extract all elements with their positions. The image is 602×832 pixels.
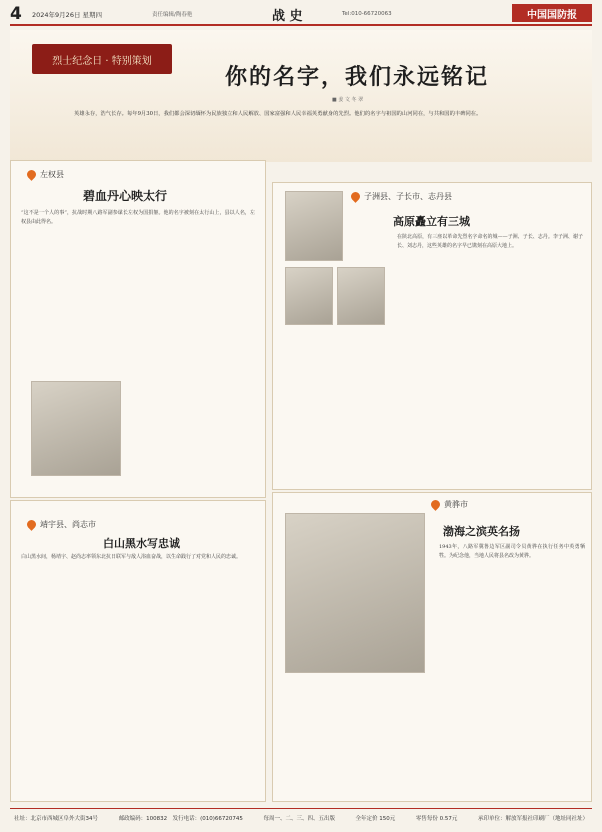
header-tel: Tel:010-66720063 <box>342 11 392 17</box>
intro-text: 英雄永存，浩气长存。每年9月30日，我们都会深切缅怀为民族独立和人民解放、国家富强和人民幸福英勇献身的先烈。他们的名字与祖国的山河同在，与共和国的丰碑同在。 <box>74 111 482 117</box>
article-box-d <box>272 492 592 802</box>
article-title-d: 渤海之滨英名扬 <box>443 525 520 538</box>
byline: ■ 姜 文 冬 翠 <box>332 97 364 103</box>
article-box-c <box>10 500 266 802</box>
article-title-b: 高原矗立有三城 <box>393 215 470 228</box>
location-pin-icon <box>25 168 38 181</box>
portrait-photo <box>337 267 385 325</box>
article-title-a: 碧血丹心映太行 <box>83 189 168 203</box>
footer-retail: 零售每份 0.57元 <box>415 815 458 822</box>
article-box-b <box>272 182 592 490</box>
issue-date: 2024年9月26日 星期四 <box>32 10 103 19</box>
article-text-d: 1943年，八路军冀鲁边军区副司令员黄骅在执行任务中英勇牺牲。为纪念他，当地人民将县名改为黄骅。 <box>439 544 585 559</box>
location-label: 子洲县、子长市、志丹县 <box>364 192 452 201</box>
location-label: 靖宇县、尚志市 <box>40 520 96 529</box>
footer-schedule: 每周一、二、三、四、五出版 <box>263 815 335 822</box>
location-c <box>27 519 96 530</box>
footer-price: 全年定价 150元 <box>355 815 396 822</box>
article-text-b: 在陕北高原，有三座以革命先烈名字命名的城——子洲、子长、志丹。李子洲、谢子长、刘志丹，这些英雄的名字早已镌刻在高原大地上。 <box>397 234 583 249</box>
brand-logo: 中国国防报 <box>512 4 592 22</box>
feature-tag: 烈士纪念日 · 特别策划 <box>32 44 172 74</box>
page-footer <box>10 808 592 826</box>
location-d <box>431 499 468 510</box>
monument-photo <box>285 513 425 673</box>
page-number: 4 <box>10 4 22 24</box>
location-b <box>351 191 452 202</box>
page-headline: 你的名字，我们永远铭记 <box>225 64 490 90</box>
portrait-photo <box>285 267 333 325</box>
portrait-photo <box>31 381 121 476</box>
page-header <box>10 4 592 26</box>
location-pin-icon <box>25 518 38 531</box>
article-box-a <box>10 160 266 498</box>
location-pin-icon <box>349 190 362 203</box>
location-label: 黄骅市 <box>444 500 468 509</box>
footer-address: 社址：北京市西城区阜外大街34号 <box>14 815 98 822</box>
portrait-photo <box>285 191 343 261</box>
article-title-c: 白山黑水写忠诚 <box>103 537 180 550</box>
article-text-c: 白山黑水间，杨靖宇、赵尚志率领东北抗日联军与敌人浴血奋战，以生命践行了对党和人民的忠诚。 <box>21 554 242 560</box>
location-a <box>27 169 64 180</box>
footer-printer: 承印单位：解放军报社印刷厂（地址同社址） <box>477 815 588 822</box>
section-title: 战 史 <box>272 8 303 24</box>
footer-tel: 邮政编码：100832 发行电话：(010)66720745 <box>118 815 243 822</box>
feature-banner <box>10 30 592 162</box>
article-text-a: “这不是一个人的事”，抗战时期八路军副参谋长左权为国捐躯。他的名字被刻在太行山上，县以人名，左权县由此得名。 <box>21 210 255 225</box>
location-label: 左权县 <box>40 170 64 179</box>
location-pin-icon <box>429 498 442 511</box>
editor: 责任编辑/陶春艳 <box>152 12 193 18</box>
